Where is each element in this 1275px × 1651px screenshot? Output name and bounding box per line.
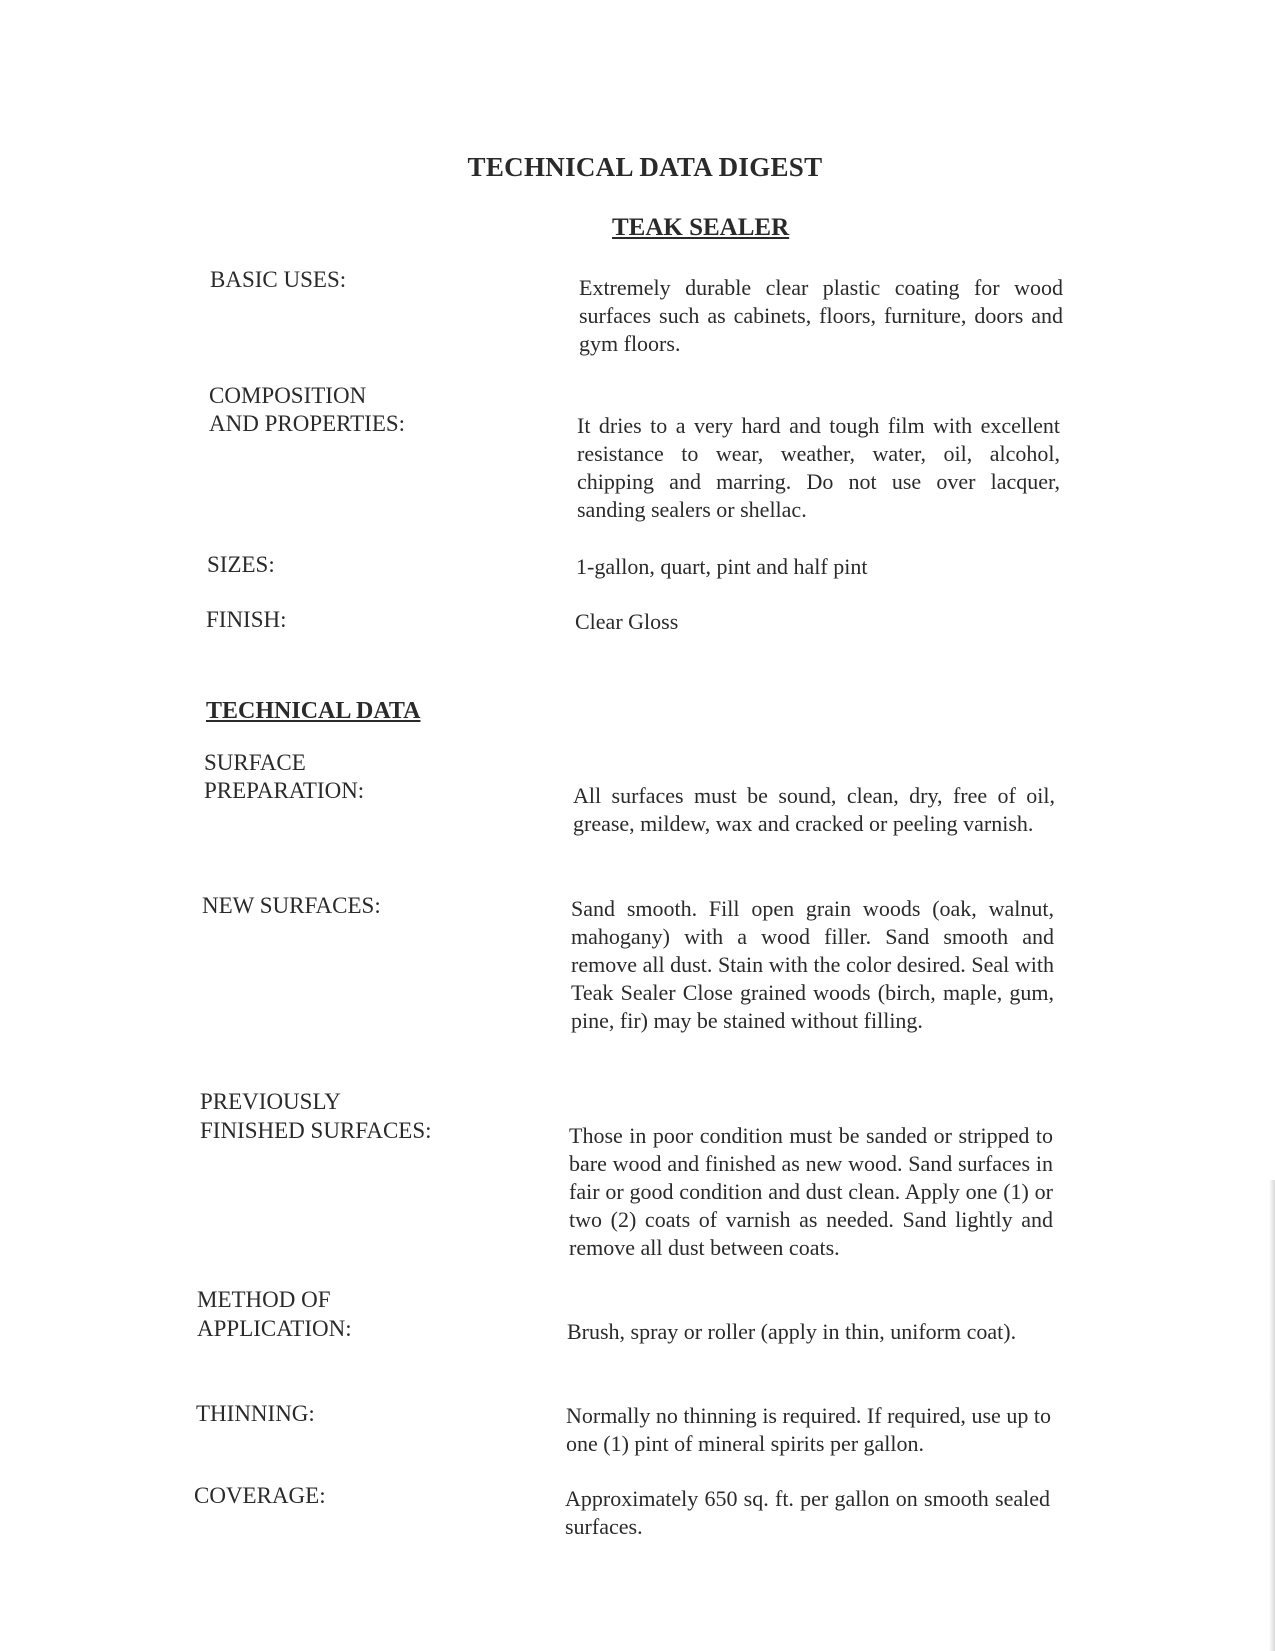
- technical-data-heading: TECHNICAL DATA: [206, 698, 421, 724]
- coverage-label: COVERAGE:: [194, 1483, 326, 1508]
- finish-value: Clear Gloss: [575, 609, 679, 634]
- new-surfaces-value: Sand smooth. Fill open grain woods (oak, walnut, mahogany) with a wood filler. Sand smooth and remove all dust. Stain with the color desired. Seal with Teak Sealer Close grained woods (birch, maple, gum, pine, fir) may be stained without filling.: [571, 896, 1054, 1033]
- method-of-application-value: Brush, spray or roller (apply in thin, uniform coat).: [567, 1319, 1017, 1344]
- composition-label-line2: AND PROPERTIES:: [209, 411, 406, 436]
- basic-uses-value: Extremely durable clear plastic coating for wood surfaces such as cabinets, floors, furniture, doors and gym floors.: [579, 275, 1063, 356]
- surface-preparation-label-line2: PREPARATION:: [204, 778, 365, 803]
- coverage-value: Approximately 650 sq. ft. per gallon on smooth sealed surfaces.: [565, 1486, 1050, 1539]
- method-of-application-label-line1: METHOD OF: [197, 1287, 331, 1312]
- document-title: TECHNICAL DATA DIGEST: [467, 152, 823, 182]
- scan-edge-shadow: [1269, 1180, 1275, 1651]
- previously-finished-label-line2: FINISHED SURFACES:: [200, 1118, 432, 1143]
- previously-finished-value: Those in poor condition must be sanded or stripped to bare wood and finished as new wood. Sand surfaces in fair or good condition and dust clean. Apply one (1) or two (2) coats of varnish as needed. Sand lightly and remove all dust between coats.: [569, 1123, 1053, 1260]
- surface-preparation-value: All surfaces must be sound, clean, dry, free of oil, grease, mildew, wax and cracked or peeling varnish.: [573, 783, 1055, 836]
- sizes-label: SIZES:: [207, 552, 275, 577]
- product-name: TEAK SEALER: [612, 214, 790, 241]
- basic-uses-label: BASIC USES:: [210, 267, 347, 292]
- previously-finished-label-line1: PREVIOUSLY: [200, 1089, 341, 1114]
- thinning-value: Normally no thinning is required. If required, use up to one (1) pint of mineral spirits per gallon.: [566, 1403, 1051, 1456]
- sizes-value: 1-gallon, quart, pint and half pint: [576, 554, 868, 579]
- composition-value: It dries to a very hard and tough film with excellent resistance to wear, weather, water, oil, alcohol, chipping and marring. Do not use over lacquer, sanding sealers or shellac.: [577, 413, 1060, 522]
- surface-preparation-label-line1: SURFACE: [204, 750, 306, 775]
- new-surfaces-label: NEW SURFACES:: [202, 893, 381, 918]
- method-of-application-label-line2: APPLICATION:: [197, 1316, 352, 1341]
- thinning-label: THINNING:: [196, 1401, 315, 1426]
- finish-label: FINISH:: [206, 607, 287, 632]
- composition-label-line1: COMPOSITION: [209, 383, 367, 408]
